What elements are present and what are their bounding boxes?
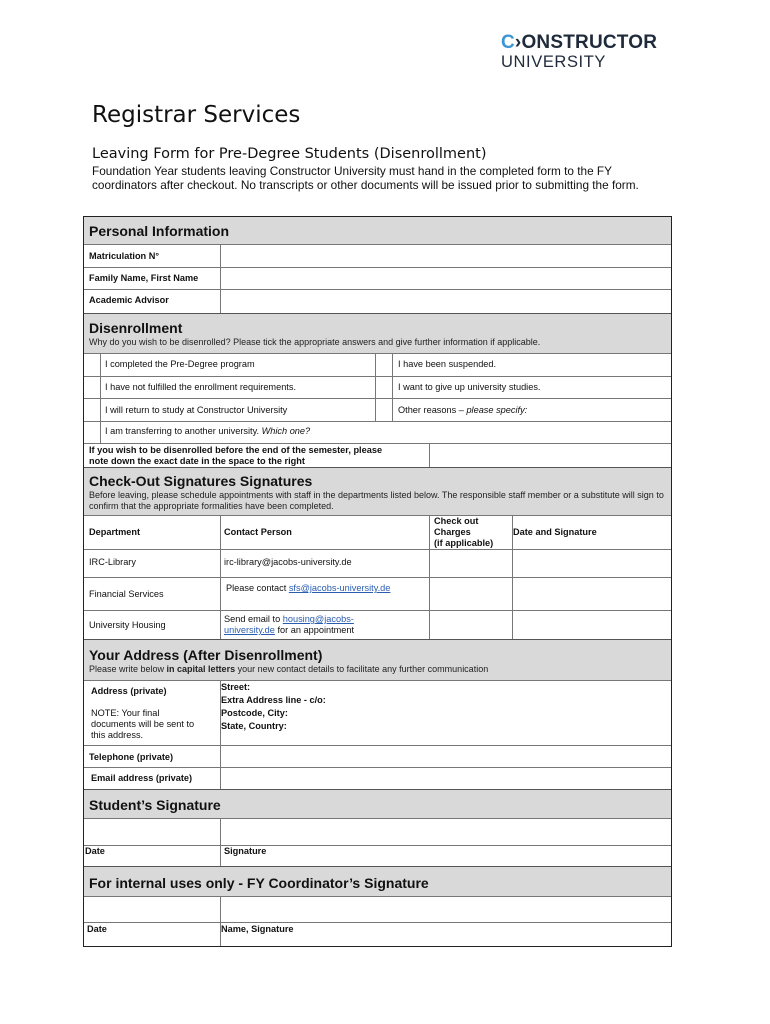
logo-mark: C <box>501 32 515 53</box>
option-return: I will return to study at Constructor University <box>105 405 288 415</box>
email-field[interactable] <box>221 768 671 789</box>
student-signature-field[interactable] <box>221 819 671 845</box>
disenroll-date-note-line2: note down the exact date in the space to the right <box>89 456 305 466</box>
library-signature-field[interactable] <box>513 550 671 577</box>
telephone-field[interactable] <box>221 746 671 767</box>
coordinator-signature-field[interactable] <box>221 897 671 922</box>
logo-subline: UNIVERSITY <box>501 53 607 71</box>
disenroll-date-field[interactable] <box>430 444 671 467</box>
col-date-signature: Date and Signature <box>513 527 597 537</box>
address-field-labels: Street: Extra Address line - c/o: Postcode, City: State, Country: <box>221 682 326 731</box>
row-finance-contact: Please contact sfs@jacobs-university.de <box>226 583 391 593</box>
option-other: Other reasons – please specify: <box>398 405 528 415</box>
finance-signature-field[interactable] <box>513 578 671 610</box>
coordinator-date-field[interactable] <box>84 897 220 922</box>
section-heading: Check-Out Signatures Signatures <box>89 473 313 489</box>
page-title: Registrar Services <box>92 102 301 128</box>
library-charges-field[interactable] <box>430 550 512 577</box>
checkbox-requirements[interactable] <box>85 377 100 398</box>
option-suspended: I have been suspended. <box>398 359 497 369</box>
student-date-field[interactable] <box>84 819 220 845</box>
row-library-contact: irc-library@jacobs-university.de <box>224 557 352 567</box>
checkbox-other[interactable] <box>376 399 392 420</box>
row-library-dept: IRC-Library <box>89 557 136 567</box>
matriculation-label: Matriculation N° <box>89 251 160 261</box>
checkbox-give-up[interactable] <box>376 377 392 398</box>
email-label: Email address (private) <box>91 773 193 783</box>
address-field[interactable] <box>374 681 671 745</box>
housing-charges-field[interactable] <box>430 611 512 639</box>
checkbox-suspended[interactable] <box>376 354 392 375</box>
row-finance-dept: Financial Services <box>89 589 164 599</box>
form-subtitle: Leaving Form for Pre-Degree Students (Disenrollment) <box>92 146 487 162</box>
leaving-form <box>83 216 672 947</box>
university-logo <box>501 33 676 71</box>
student-signature-label: Signature <box>224 846 267 856</box>
address-label: Address (private) <box>91 686 167 696</box>
section-heading: Student’s Signature <box>89 797 221 813</box>
housing-signature-field[interactable] <box>513 611 671 639</box>
finance-email-link[interactable]: sfs@jacobs-university.de <box>288 583 391 593</box>
section-internal <box>84 866 671 896</box>
section-heading: Disenrollment <box>89 320 183 336</box>
section-personal-information <box>84 217 671 244</box>
student-date-label: Date <box>85 846 105 856</box>
coordinator-name-signature-label: Name, Signature <box>221 924 294 934</box>
housing-email-link[interactable]: housing@jacobs- <box>282 614 354 624</box>
advisor-field[interactable] <box>221 290 671 312</box>
section-address <box>84 639 671 680</box>
section-heading: Your Address (After Disenrollment) <box>89 647 323 663</box>
finance-charges-field[interactable] <box>430 578 512 610</box>
section-heading: For internal uses only - FY Coordinator’s Signature <box>89 875 429 891</box>
col-department: Department <box>89 527 141 537</box>
section-heading: Personal Information <box>89 223 230 239</box>
section-student-signature <box>84 789 671 818</box>
disenroll-date-note-line1: If you wish to be disenrolled before the end of the semester, please <box>89 445 383 455</box>
option-completed: I completed the Pre-Degree program <box>105 359 255 369</box>
section-description: Please write below in capital letters your new contact details to facilitate any further communication <box>89 664 489 674</box>
coordinator-date-label: Date <box>87 924 107 934</box>
row-housing-contact: Send email to housing@jacobs- university.de for an appointment <box>224 614 355 635</box>
telephone-label: Telephone (private) <box>89 752 174 762</box>
section-disenrollment <box>84 313 671 353</box>
row-housing-dept: University Housing <box>89 620 166 630</box>
section-checkout <box>84 467 671 515</box>
address-note: NOTE: Your final documents will be sent to this address. <box>91 708 195 740</box>
section-description: Why do you wish to be disenrolled? Please tick the appropriate answers and give further information if applicable. <box>89 337 541 347</box>
logo-wordmark: C ›ONSTRUCTOR <box>501 32 658 53</box>
intro-text: Foundation Year students leaving Constructor University must hand in the completed form to the FY coordinators after checkout. No transcripts or other documents will be issued prior to submitting the form. <box>92 164 639 192</box>
matriculation-field[interactable] <box>221 245 671 267</box>
name-field[interactable] <box>221 268 671 289</box>
section-description: Before leaving, please schedule appointments with staff in the departments listed below. The responsible staff member or a substitute will sign to confirm that the appropriate formalities have been completed. <box>89 490 664 511</box>
option-give-up: I want to give up university studies. <box>398 382 541 392</box>
checkbox-transfer[interactable] <box>85 422 100 443</box>
checkbox-return[interactable] <box>85 399 100 420</box>
col-charges: Check out Charges (if applicable) <box>434 516 494 548</box>
option-transfer: I am transferring to another university. Which one? <box>105 426 311 436</box>
col-contact: Contact Person <box>224 527 292 537</box>
option-requirements: I have not fulfilled the enrollment requirements. <box>105 382 296 392</box>
name-label: Family Name, First Name <box>89 273 199 283</box>
checkbox-completed[interactable] <box>85 354 100 375</box>
advisor-label: Academic Advisor <box>89 295 169 305</box>
